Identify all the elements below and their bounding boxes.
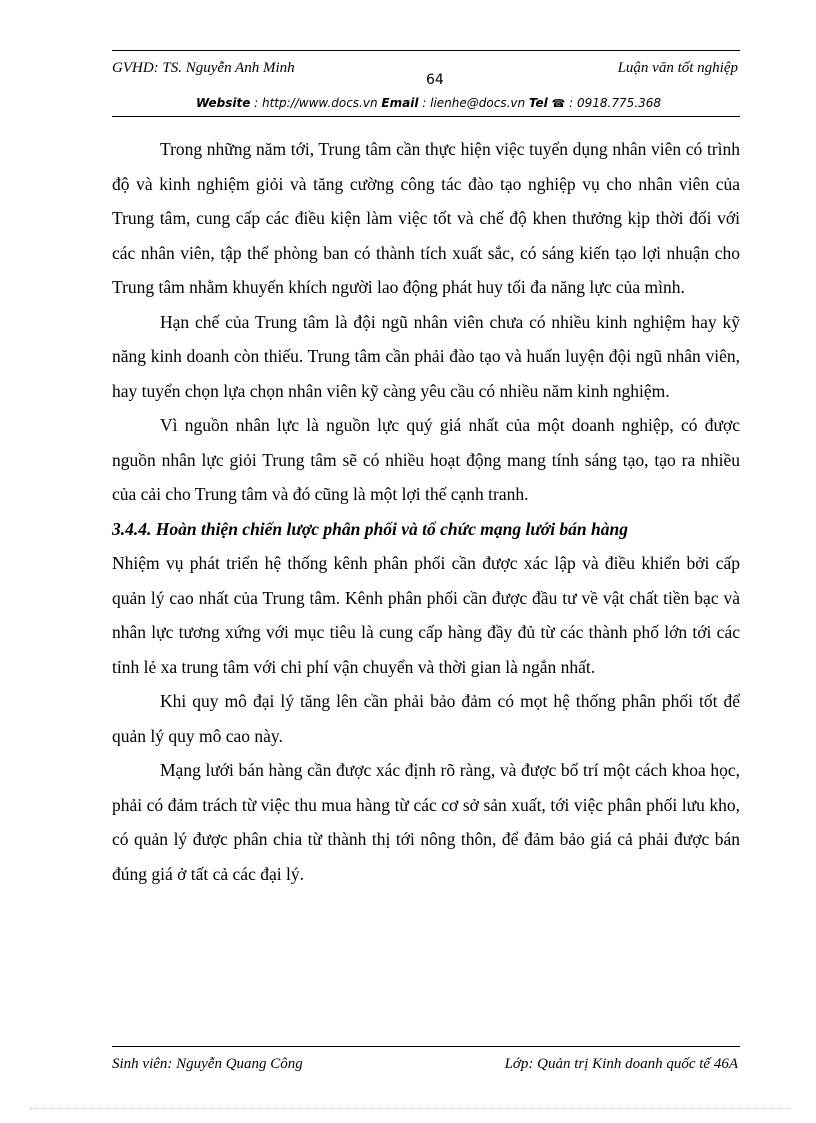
header-rule-bottom — [112, 116, 740, 117]
header-rule-top — [112, 50, 740, 51]
header-advisor: GVHD: TS. Nguyễn Anh Minh — [112, 60, 295, 76]
email-value: : lienhe@docs.vn — [418, 96, 529, 110]
email-label: Email — [381, 96, 419, 110]
page-edge-dotted-line — [30, 1108, 790, 1109]
paragraph-staff-limitations: Hạn chế của Trung tâm là đội ngũ nhân viên chưa có nhiều kinh nghiệm hay kỹ năng kinh doanh còn thiếu. Trung tâm cần phải đào tạo và huấn luyện đội ngũ nhân viên, hay tuyển chọn lựa chọn nhân viên kỹ càng yêu cầu có nhiều năm kinh nghiệm. — [112, 311, 740, 401]
paragraph-human-resources: Vì nguồn nhân lực là nguồn lực quý giá nhất của một doanh nghiệp, có được nguồn nhân lực giỏi Trung tâm sẽ có nhiều hoạt động mang tính sáng tạo, tạo ra nhiều của cải cho Trung tâm và đó cũng là một lợi thế cạnh tranh. — [112, 415, 740, 504]
paragraph-staff-recruitment: Trong những năm tới, Trung tâm cần thực hiện việc tuyển dụng nhân viên có trình độ và kinh nghiệm giỏi và tăng cường công tác đào tạo nghiệp vụ cho nhân viên của Trung tâm, cung cấp các điều kiện làm việc tốt và chế độ khen thưởng kịp thời đối với các nhân viên, tập thể phòng ban có thành tích xuất sắc, có sáng kiến tạo lợi nhuận cho Trung tâm nhằm khuyến khích người lao động phát huy tối đa năng lực của mình. — [112, 139, 740, 297]
paragraph-distribution-channel: Nhiệm vụ phát triển hệ thống kênh phân phối cần được xác lập và điều khiển bởi cấp quản lý cao nhất của Trung tâm. Kênh phân phối cần được đầu tư về vật chất tiền bạc và nhân lực tương xứng với mục tiêu là cung cấp hàng đầy đủ từ các thành phố lớn tới các tỉnh lẻ xa trung tâm với chi phí vận chuyển và thời gian là ngắn nhất. — [112, 553, 740, 677]
page-number: 64 — [426, 72, 444, 88]
website-label: Website — [196, 96, 251, 110]
body-text — [112, 132, 740, 891]
tel-label: Tel — [528, 96, 548, 110]
header-contact-line — [196, 96, 661, 110]
footer-rule — [112, 1046, 740, 1047]
section-heading: 3.4.4. Hoàn thiện chiến lược phân phối và tổ chức mạng lưới bán hàng — [112, 518, 629, 539]
footer-student: Sinh viên: Nguyễn Quang Công — [112, 1056, 303, 1072]
paragraph-agency-scale: Khi quy mô đại lý tăng lên cần phải bảo đảm có mọt hệ thống phân phối tốt để quản lý quy mô cao này. — [112, 691, 740, 746]
tel-value: : 0918.775.368 — [565, 96, 661, 110]
phone-icon: ☎ — [551, 97, 566, 110]
header-doc-type: Luận văn tốt nghiệp — [617, 60, 738, 76]
website-value: : http://www.docs.vn — [250, 96, 382, 110]
paragraph-sales-network: Mạng lưới bán hàng cần được xác định rõ ràng, và được bố trí một cách khoa học, phải có đảm trách từ việc thu mua hàng từ các cơ sở sản xuất, tới việc phân phối lưu kho, có quản lý được phân chia từ thành thị tới nông thôn, để đảm bảo giá cả phải được bán đúng giá ở tất cả các đại lý. — [112, 760, 740, 884]
footer-class: Lớp: Quản trị Kinh doanh quốc tế 46A — [504, 1056, 738, 1072]
